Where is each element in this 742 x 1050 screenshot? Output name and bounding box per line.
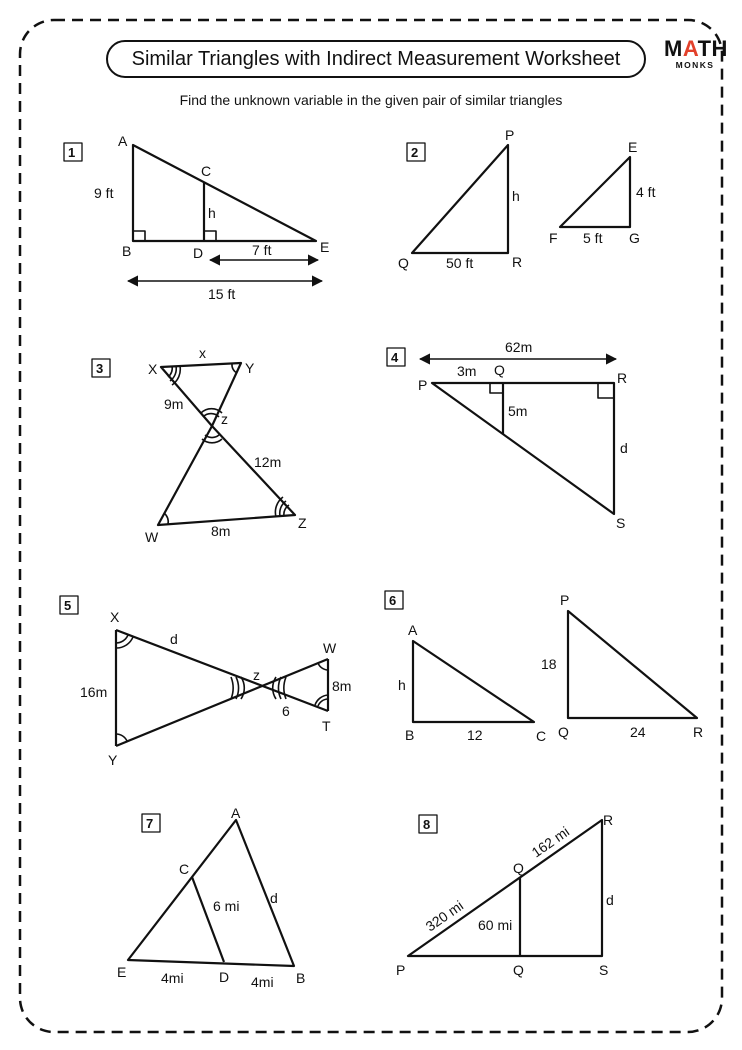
problem-number-7: 7 [146, 816, 154, 831]
p6-vertex-B: B [405, 727, 415, 743]
p1-vertex-A: A [118, 133, 128, 149]
p5-vertex-W: W [323, 640, 337, 656]
p6-vertex-Q: Q [558, 724, 569, 740]
p8-side-PQ: 320 mi [422, 897, 467, 935]
p5-side-XY: 16m [80, 684, 108, 700]
p2-vertex-F: F [549, 230, 558, 246]
p4-vertex-R: R [617, 370, 628, 386]
p5-side-zT: 6 [282, 703, 290, 719]
instructions: Find the unknown variable in the given pair of similar triangles [179, 92, 563, 108]
p4-vertex-P: P [418, 377, 428, 393]
p2-vertex-Q: Q [398, 255, 409, 271]
p3-point-z: z [221, 411, 228, 427]
p3-vertex-X: X [148, 361, 158, 377]
p1-vertex-B: B [122, 243, 132, 259]
p6-side-BC: 12 [467, 727, 483, 743]
problem-number-6: 6 [389, 593, 397, 608]
p4-side-PR: 62m [505, 339, 533, 355]
p3-side-WZ: 8m [211, 523, 231, 539]
p4-side-Q: 5m [508, 403, 528, 419]
p8-side-QQ: 60 mi [478, 917, 513, 933]
mathmonks-logo: MATH MONKS [664, 36, 728, 70]
problem-number-1: 1 [68, 145, 76, 160]
p5-vertex-T: T [322, 718, 331, 734]
p8-vertex-P: P [396, 962, 406, 978]
p7-vertex-D: D [219, 969, 230, 985]
p4-side-d: d [620, 440, 628, 456]
p6-vertex-C: C [536, 728, 547, 744]
p2-side-QR: 50 ft [446, 255, 474, 271]
p1-vertex-C: C [201, 163, 212, 179]
problem-number-3: 3 [96, 361, 104, 376]
p1-side-BE: 15 ft [208, 286, 236, 302]
worksheet-title: Similar Triangles with Indirect Measurement Worksheet [106, 40, 646, 78]
problem-number-2: 2 [411, 145, 419, 160]
p3-vertex-Z: Z [298, 515, 307, 531]
p6-side-QR: 24 [630, 724, 646, 740]
p2-vertex-R: R [512, 254, 523, 270]
p1-side-h: h [208, 205, 216, 221]
p2-side-FG: 5 ft [583, 230, 603, 246]
p3-side-Xz: 9m [164, 396, 184, 412]
p8-vertex-S: S [599, 962, 609, 978]
p4-side-PQ: 3m [457, 363, 477, 379]
p6-side-PQ: 18 [541, 656, 557, 672]
p7-side-DB: 4mi [251, 974, 274, 990]
p7-vertex-A: A [231, 805, 241, 821]
p8-vertex-R: R [603, 812, 614, 828]
p2-vertex-P: P [505, 127, 515, 143]
p6-vertex-A: A [408, 622, 418, 638]
p5-vertex-X: X [110, 609, 120, 625]
problem-5-figure [60, 596, 328, 746]
problem-number-5: 5 [64, 598, 72, 613]
p7-side-CD: 6 mi [213, 898, 240, 914]
p3-side-x: x [199, 345, 206, 361]
p3-side-zZ: 12m [254, 454, 282, 470]
p4-vertex-S: S [616, 515, 626, 531]
p7-side-ED: 4mi [161, 970, 184, 986]
problem-3-figure [92, 359, 295, 525]
p6-side-h: h [398, 677, 406, 693]
p2-side-h: h [512, 188, 520, 204]
p3-vertex-Y: Y [245, 360, 255, 376]
p6-vertex-P: P [560, 592, 570, 608]
p4-vertex-Q: Q [494, 362, 505, 378]
p2-vertex-E: E [628, 139, 638, 155]
p1-vertex-D: D [193, 245, 204, 261]
problem-8-figure [408, 815, 602, 956]
p5-side-d: d [170, 631, 178, 647]
p7-vertex-E: E [117, 964, 127, 980]
p8-side-d: d [606, 892, 614, 908]
p5-point-z: z [253, 667, 260, 683]
p6-vertex-R: R [693, 724, 704, 740]
p5-side-WT: 8m [332, 678, 352, 694]
p2-vertex-G: G [629, 230, 640, 246]
p1-side-AB: 9 ft [94, 185, 114, 201]
p1-side-DE: 7 ft [252, 242, 272, 258]
p8-vertex-Q-top: Q [513, 860, 524, 876]
p7-side-d: d [270, 890, 278, 906]
p1-vertex-E: E [320, 239, 330, 255]
p7-vertex-C: C [179, 861, 190, 877]
p3-vertex-W: W [145, 529, 159, 545]
p8-vertex-Q-bottom: Q [513, 962, 524, 978]
problem-number-4: 4 [391, 350, 399, 365]
problem-number-8: 8 [423, 817, 431, 832]
p2-side-EG: 4 ft [636, 184, 656, 200]
p7-vertex-B: B [296, 970, 306, 986]
p8-side-QR: 162 mi [528, 823, 573, 861]
p5-vertex-Y: Y [108, 752, 118, 768]
